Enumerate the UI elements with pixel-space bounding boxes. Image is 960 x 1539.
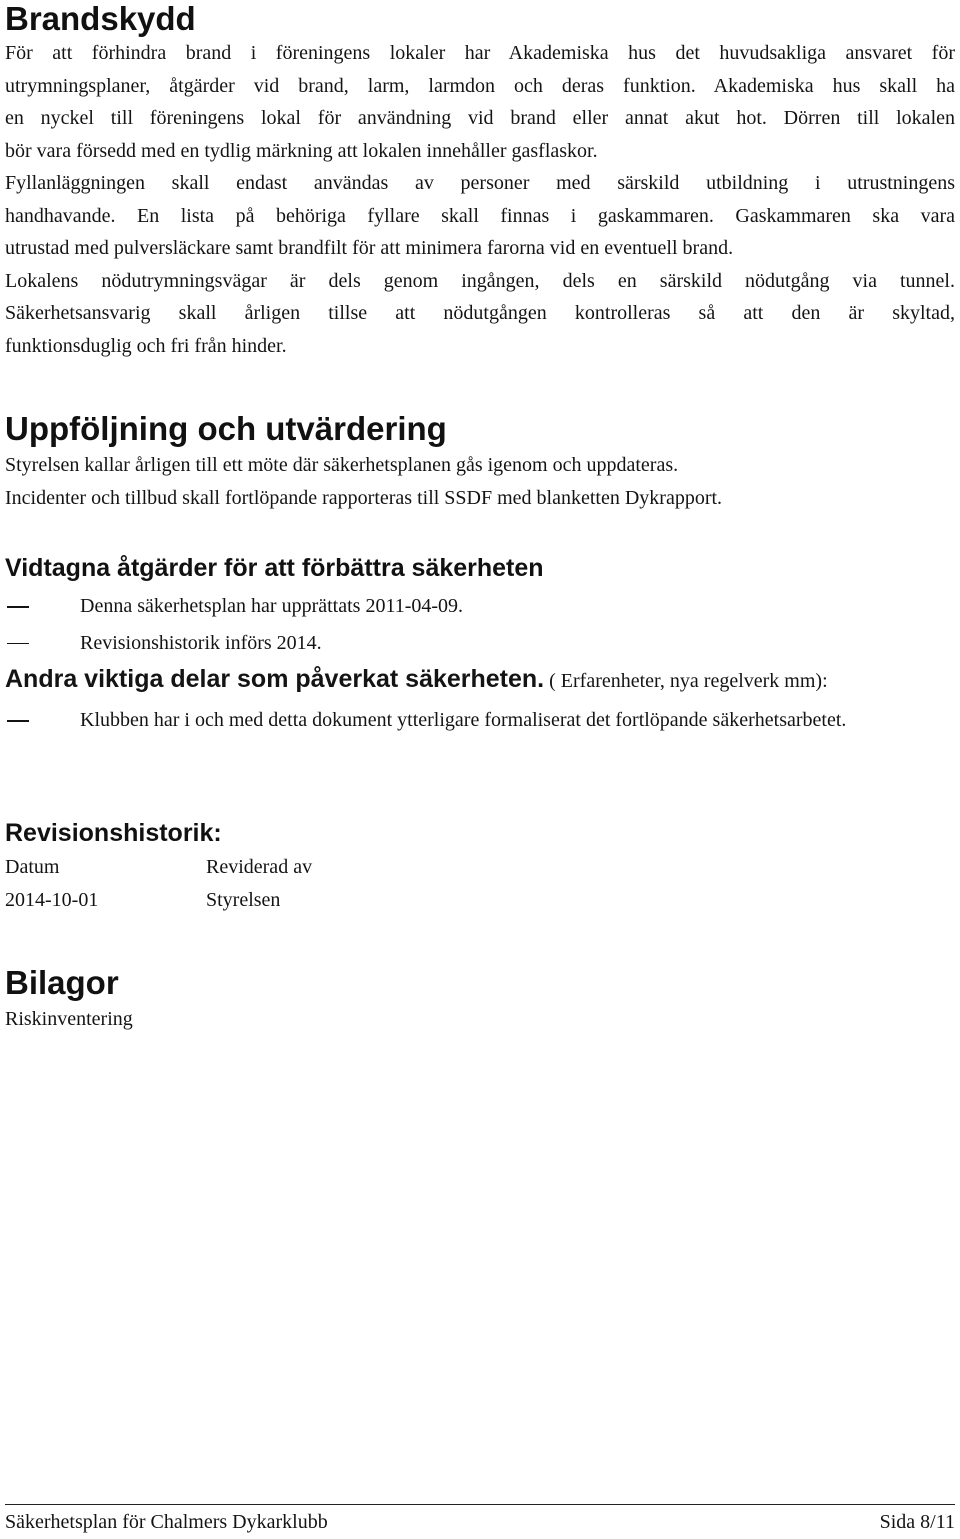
section-uppfoljning bbox=[5, 410, 955, 514]
text-line: Lokalens nödutrymningsvägar är dels genom ingången, dels en särskild nödutgång via tunnel. bbox=[5, 269, 955, 292]
heading-brandskydd: Brandskydd bbox=[5, 0, 196, 37]
heading-revision: Revisionshistorik: bbox=[5, 819, 222, 847]
list-item: Denna säkerhetsplan har upprättats 2011-04-09. bbox=[5, 590, 955, 623]
column-header-datum: Datum bbox=[5, 856, 60, 878]
footer-title: Säkerhetsplan för Chalmers Dykarklubb bbox=[5, 1511, 328, 1533]
heading-andra: Andra viktiga delar som påverkat säkerheten. bbox=[5, 665, 545, 693]
text-line: Styrelsen kallar årligen till ett möte där säkerhetsplanen gås igenom och uppdateras. bbox=[5, 454, 679, 476]
text-line: utrustad med pulversläckare samt brandfilt för att minimera farorna vid en eventuell brand. bbox=[5, 237, 734, 259]
page-footer bbox=[5, 1504, 955, 1539]
section-brandskydd bbox=[5, 0, 955, 362]
text-line: Incidenter och tillbud skall fortlöpande rapporteras till SSDF med blanketten Dykrapport. bbox=[5, 486, 723, 509]
table-cell: Styrelsen bbox=[206, 888, 281, 911]
heading-note: ( Erfarenheter, nya regelverk mm): bbox=[544, 670, 828, 692]
vidtagna-list bbox=[5, 590, 955, 659]
heading-uppfoljning: Uppföljning och utvärdering bbox=[5, 410, 447, 447]
column-header-reviderad: Reviderad av bbox=[206, 856, 313, 878]
text-line: en nyckel till föreningens lokal för användning vid brand eller annat akut hot. Dörren till lokalen bbox=[5, 107, 955, 129]
page-number: Sida 8/11 bbox=[879, 1511, 955, 1533]
table-cell: 2014-10-01 bbox=[5, 888, 99, 911]
list-item: Revisionshistorik införs 2014. bbox=[5, 627, 955, 660]
section-andra bbox=[5, 662, 955, 737]
brandskydd-body bbox=[5, 37, 955, 362]
list-item: Klubben har i och med detta dokument ytterligare formaliserat det fortlöpande säkerhetsarbetet. bbox=[5, 704, 955, 737]
heading-vidtagna: Vidtagna åtgärder för att förbättra säkerheten bbox=[5, 554, 544, 582]
revision-table bbox=[5, 851, 312, 916]
text-line: Fyllanläggningen skall endast användas av personer med särskild utbildning i utrustningens bbox=[5, 172, 955, 194]
andra-list bbox=[5, 704, 955, 737]
section-bilagor bbox=[5, 964, 955, 1036]
heading-bilagor: Bilagor bbox=[5, 964, 119, 1001]
section-revision bbox=[5, 818, 955, 916]
andra-heading-row bbox=[5, 662, 955, 700]
text-line: bör vara försedd med en tydlig märkning att lokalen innehåller gasflaskor. bbox=[5, 139, 598, 162]
text-line: utrymningsplaner, åtgärder vid brand, larm, larmdon och deras funktion. Akademiska hus skall ha bbox=[5, 74, 955, 97]
section-vidtagna bbox=[5, 553, 955, 659]
attachment-item: Riskinventering bbox=[5, 1008, 133, 1030]
text-line: handhavande. En lista på behöriga fyllare skall finnas i gaskammaren. Gaskammaren ska vara bbox=[5, 204, 955, 227]
text-line: Säkerhetsansvarig skall årligen tillse att nödutgången kontrolleras så att den är skyltad, bbox=[5, 302, 955, 324]
table-header-row bbox=[5, 851, 312, 884]
table-row bbox=[5, 884, 312, 917]
text-line: För att förhindra brand i föreningens lokaler har Akademiska hus det huvudsakliga ansvaret för bbox=[5, 42, 955, 64]
text-line: funktionsduglig och fri från hinder. bbox=[5, 334, 287, 357]
